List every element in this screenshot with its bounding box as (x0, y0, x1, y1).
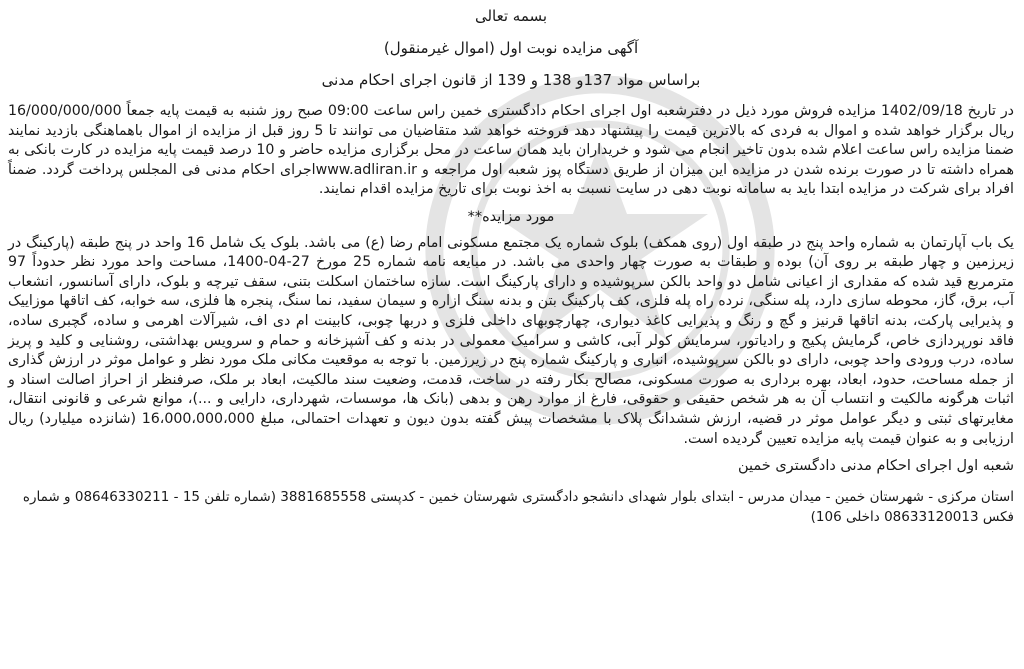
auction-item-description: یک باب آپارتمان به شماره واحد پنج در طبقه اول (روی همکف) بلوک شماره یک مجتمع مسکونی امام رضا (ع) می باشد. بلوک یک شامل 16 واحد در پنج طبقه (پارکینگ در زیرزمین و چهار طبقه بر روی آن) بوده و طبقات به صورت چهار واحدی می باشد. در مبایعه نامه شماره 25 مورخ 27-04-1400، مساحت واحد مورد نظر حدوداً 97 مترمربع قید شده که مقداری از اعیانی شامل دو واحد بالکن سرپوشیده و دارای پارکینگ است. سازه ساختمان اسکلت بتنی، سقف تیرچه و بلوک، دارای آسانسور، انشعاب آب، برق، گاز، محوطه سازی دارد، پله سنگی، نرده راه پله فلزی، کف پارکینگ بتن و بدنه سنگ ازاره و سیمان سفید، نما سنگ، پنجره ها فلزی، سه خوابه، کف اتاقها موزاییک و پذیرایی پارکت، بدنه اتاقها قرنیز و گچ و رنگ و پذیرایی کاغذ دیواری، چهارچوبهای داخلی فلزی و دربها چوبی، کابینت ام دی اف، شیرآلات اهرمی و ساده، گچبری ساده، فاقد نورپردازی خاص، گرمایش پکیج و رادیاتور، سرمایش کولر آبی، کاشی و سرامیک معمولی در بدنه و کف آشپزخانه و حمام و سرویس بهداشتی، روشنایی و کلید و پریز ساده، درب ورودی واحد چوبی، دارای دو بالکن سرپوشیده، انباری و پارکینگ شماره پنج در زیرزمین. با توجه به موقعیت مکانی ملک مورد نظر و عوامل موثر در ارزش گذاری از جمله مساحت، حدود، ابعاد، بهره برداری به صورت مسکونی، مصالح بکار رفته در ساخت، قدمت، وضعیت سند مالکیت، ابعاد بر ملک، صرفنظر از احراز اصالت اسناد و اثبات هرگونه مالکیت و انتساب آن به هر شخص حقیقی و حقوقی، فارغ از موارد رهن و بدهی (بانک ها، موسسات، شهرداری، دارایی و ...)، موانع شرعی و قانونی انتقال، مغایرتهای ثبتی و دیگر عوامل موثر در قضیه، ارزش ششدانگ پلاک با مشخصات پیش گفته بدون دیون و تعهدات احتمالی، مبلغ 16،000،000،000 (شانزده میلیارد) ریال ارزیابی و به عنوان قیمت پایه مزایده تعیین گردیده است. (8, 234, 1014, 447)
contact-footer: استان مرکزی - شهرستان خمین - میدان مدرس - ابتدای بلوار شهدای دانشجو دادگستری شهرستان خمین - کدپستی 3881685558 (شماره تلفن 15 - 08646330211 و شماره فکس 08633120013 داخلی 106) (22, 488, 1014, 525)
signature-line: شعبه اول اجرای احکام مدنی دادگستری خمین (737, 458, 1014, 475)
legal-basis: براساس مواد 137و 138 و 139 از قانون اجرای احکام مدنی (321, 71, 701, 89)
basmala: بسمه تعالی (474, 7, 548, 25)
announcement-title: آگهی مزایده نوبت اول (اموال غیرمنقول) (383, 39, 639, 57)
intro-paragraph: در تاریخ 1402/09/18 مزایده فروش مورد ذیل در دفترشعبه اول اجرای احکام دادگستری خمین راس ساعت 09:00 صبح روز شنبه به قیمت پایه جمعاً 16/000/000/000 ریال برگزار خواهد شده و اموال به فردی که بالاترین قیمت را پیشنهاد دهد فروخته خواهد شد متقاضیان می توانند تا 5 روز قبل از مزایده از اموال باهماهنگی بازدید نمایند ضمنا مزایده راس ساعت اعلام شده بدون تاخیر انجام می شود و خریداران باید همان ساعت در محل برگزاری مزایده حاضر و 10 درصد قیمت پایه مزایده در کارت بانکی به همراه داشته تا در صورت برنده شدن در مزایده این میزان از طریق دستگاه پوز شعبه اول مراجعه و www.adliran.irاجرای احکام مدنی فی المجلس پرداخت گردد. ضمناً افراد برای شرکت در مزایده ابتدا باید به سامانه نوبت دهی در سایت نسبت به اخذ نوبت برای تاریخ مزایده اقدام نمایند. (8, 103, 1015, 198)
announcement-document (8, 6, 1014, 527)
auction-item-heading: مورد مزایده** (467, 208, 555, 225)
